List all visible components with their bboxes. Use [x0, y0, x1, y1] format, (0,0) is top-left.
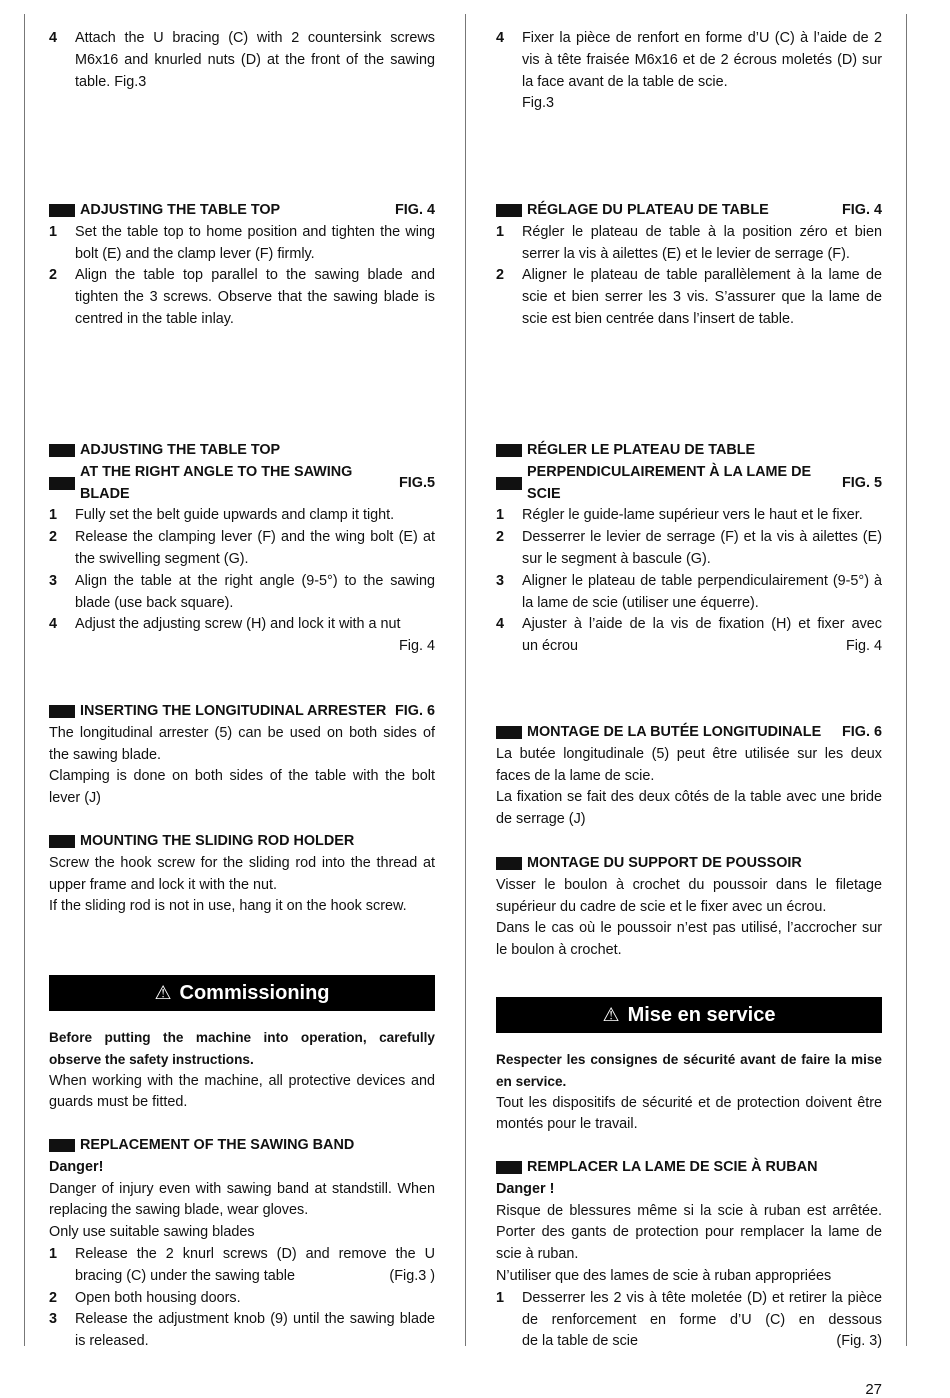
- step-text: Release the 2 knurl screws (D) and remove the U: [75, 1245, 435, 1262]
- heading-marker: [49, 477, 75, 490]
- section-heading: [49, 200, 435, 222]
- figure-reference: FIG. 5: [842, 474, 882, 491]
- step-text: Fully set the belt guide upwards and clamp it tight.: [75, 507, 395, 524]
- step-text: Aligner le plateau de table parallèlement à la lame de scie et bien serrer les 3 vis. S’assurer que la lame de scie est bien centrée dans l’insert de table.: [522, 267, 882, 327]
- step-number: 1: [49, 223, 58, 240]
- step-number: 1: [496, 223, 505, 240]
- section-heading: [49, 701, 435, 723]
- paragraph: If the sliding rod is not in use, hang it on the hook screw.: [49, 898, 407, 915]
- step-number: 1: [496, 1289, 505, 1306]
- heading-text: INSERTING THE LONGITUDINAL ARRESTER: [80, 703, 387, 719]
- step-text: Release the clamping lever (F) and the wing bolt (E) at the swivelling segment (G).: [75, 529, 435, 567]
- step-number: 4: [49, 30, 58, 46]
- figure-reference: Fig.3: [522, 95, 554, 112]
- step-text: Attach the U bracing (C) with 2 countersink screws M6x16 and knurled nuts (D) at the front of the sawing table. Fig.3: [75, 30, 435, 90]
- heading-text: RÉGLAGE DU PLATEAU DE TABLE: [527, 202, 769, 218]
- step-number: 3: [496, 572, 505, 589]
- figure-reference: FIG. 6: [842, 724, 882, 740]
- right-step-4-fixer: [496, 28, 882, 115]
- paragraph: Screw the hook screw for the sliding rod into the thread at upper frame and lock it with the nut.: [49, 854, 435, 893]
- warning-triangle-icon: ⚠: [602, 1004, 620, 1026]
- figure-reference: Fig. 4: [399, 638, 435, 655]
- step-text: Adjust the adjusting screw (H) and lock it with a nut: [75, 616, 401, 633]
- section-heading: [496, 853, 882, 875]
- heading-text: AT THE RIGHT ANGLE TO THE SAWING BLADE: [80, 463, 353, 502]
- warning-triangle-icon: ⚠: [154, 982, 172, 1004]
- step-text: bracing (C) under the sawing table: [75, 1267, 295, 1284]
- heading-text: PERPENDICULAIREMENT À LA LAME DE SCIE: [527, 463, 812, 502]
- paragraph: Clamping is done on both sides of the table with the bolt lever (J): [49, 768, 435, 807]
- step-number: 4: [49, 616, 58, 633]
- paragraph: The longitudinal arrester (5) can be used on both sides of the sawing blade.: [49, 724, 435, 763]
- figure-reference: FIG. 4: [395, 202, 435, 218]
- heading-marker: [496, 857, 522, 870]
- section-heading: [496, 440, 882, 462]
- step-number: 2: [49, 267, 58, 284]
- left-section-sliding-rod-holder: [49, 831, 435, 918]
- bold-notice: Respecter les consignes de sécurité avant de faire la mise en service.: [496, 1052, 882, 1089]
- section-heading: [49, 1135, 435, 1157]
- section-heading: [49, 462, 435, 506]
- step-text: Régler le plateau de table à la position zéro et bien serrer la vis à ailettes (E) et le levier de serrage (F).: [522, 223, 882, 262]
- figure-reference: Fig. 4: [846, 638, 882, 655]
- step-number: 1: [49, 507, 58, 524]
- paragraph: Risque de blessures même si la scie à ruban est arrêtée. Porter des gants de protection pour remplacer la lame de scie à ruban.: [496, 1202, 882, 1263]
- heading-marker: [49, 835, 75, 848]
- heading-text: REMPLACER LA LAME DE SCIE À RUBAN: [527, 1159, 818, 1175]
- section-heading: [49, 831, 435, 853]
- section-heading: [496, 462, 882, 506]
- paragraph: Visser le boulon à crochet du poussoir dans le filetage supérieur du cadre de scie et le fixer avec un écrou.: [496, 876, 882, 915]
- heading-marker: [49, 444, 75, 457]
- figure-reference: (Fig.3 ): [389, 1267, 435, 1284]
- left-section-longitudinal-arrester: [49, 701, 435, 810]
- figure-reference: (Fig. 3): [836, 1333, 882, 1350]
- mise-en-service-banner: [496, 997, 882, 1033]
- right-section-support-poussoir: [496, 853, 882, 962]
- heading-text: REPLACEMENT OF THE SAWING BAND: [80, 1137, 355, 1153]
- paragraph: When working with the machine, all protective devices and guards must be fitted.: [49, 1072, 435, 1111]
- commissioning-banner: [49, 975, 435, 1011]
- step-number: 2: [496, 267, 505, 284]
- page-number: 27: [865, 1381, 882, 1398]
- step-text: Release the adjustment knob (9) until the sawing blade is released.: [75, 1311, 435, 1350]
- step-number: 4: [496, 30, 505, 46]
- section-heading: [496, 200, 882, 222]
- step-text: Desserrer les 2 vis à tête moletée (D) et retirer la pièce de renforcement en forme d’U (C) en dessous: [522, 1289, 882, 1328]
- figure-reference: FIG. 6: [395, 703, 435, 719]
- right-section-consignes: [496, 1049, 882, 1136]
- danger-label: Danger !: [496, 1180, 555, 1197]
- left-section-replacement-sawing-band: [49, 1135, 435, 1353]
- section-heading: [496, 722, 882, 744]
- section-heading: [49, 440, 435, 462]
- step-number: 2: [49, 1289, 58, 1306]
- heading-marker: [496, 726, 522, 739]
- heading-marker: [496, 444, 522, 457]
- paragraph: La fixation se fait des deux côtés de la table avec une bride de serrage (J): [496, 789, 882, 828]
- step-text: Desserrer le levier de serrage (F) et la vis à ailettes (E) sur le segment à bascule (G).: [522, 529, 882, 567]
- step-number: 2: [49, 529, 58, 546]
- section-heading: [496, 1157, 882, 1179]
- paragraph: Tout les dispositifs de sécurité et de protection doivent être montés pour le travail.: [496, 1094, 882, 1133]
- heading-marker: [496, 204, 522, 217]
- step-text: un écrou: [522, 638, 579, 655]
- left-step-4-attach: [49, 28, 435, 93]
- step-number: 2: [496, 529, 505, 546]
- bold-notice: Before putting the machine into operation, carefully observe the safety instructions.: [49, 1030, 435, 1067]
- heading-marker: [49, 204, 75, 217]
- column-rule-right: [906, 14, 907, 1346]
- banner-title: Mise en service: [627, 1003, 776, 1026]
- column-rule-left: [24, 14, 25, 1346]
- banner-title: Commissioning: [179, 981, 330, 1004]
- heading-marker: [496, 477, 522, 490]
- heading-text: ADJUSTING THE TABLE TOP: [80, 202, 281, 218]
- figure-reference: FIG.5: [399, 474, 435, 491]
- heading-text: RÉGLER LE PLATEAU DE TABLE: [527, 442, 756, 458]
- right-section-butee-longitudinale: [496, 722, 882, 831]
- column-rule-middle: [465, 14, 466, 1346]
- paragraph: La butée longitudinale (5) peut être utilisée sur les deux faces de la lame de scie.: [496, 745, 882, 784]
- step-text: Aligner le plateau de table perpendiculairement (9-5°) à la lame de scie (utiliser une équerre).: [522, 572, 882, 611]
- step-number: 1: [496, 507, 505, 524]
- heading-text: ADJUSTING THE TABLE TOP: [80, 442, 281, 458]
- heading-marker: [49, 705, 75, 718]
- step-text: Open both housing doors.: [75, 1289, 241, 1306]
- paragraph: N’utiliser que des lames de scie à ruban appropriées: [496, 1267, 832, 1284]
- right-section-remplacer-lame: [496, 1157, 882, 1353]
- step-text: Align the table at the right angle (9-5°) to the sawing blade (use back square).: [75, 572, 435, 611]
- paragraph: Danger of injury even with sawing band at standstill. When replacing the sawing blade, wear gloves.: [49, 1180, 435, 1219]
- step-number: 3: [49, 1311, 58, 1328]
- left-section-safety-note: [49, 1027, 435, 1114]
- left-section-adjusting-table-top: [49, 200, 435, 331]
- step-text: Régler le guide-lame supérieur vers le haut et le fixer.: [522, 507, 863, 524]
- heading-marker: [496, 1161, 522, 1174]
- right-section-reglage-plateau: [496, 200, 882, 331]
- step-number: 4: [496, 616, 505, 633]
- heading-text: MONTAGE DE LA BUTÉE LONGITUDINALE: [527, 724, 822, 740]
- step-number: 1: [49, 1245, 58, 1262]
- step-text: Align the table top parallel to the sawing blade and tighten the 3 screws. Observe that the sawing blade is centred in the table inlay.: [75, 267, 435, 327]
- paragraph: Dans le cas où le poussoir n’est pas utilisé, l’accrocher sur le boulon à crochet.: [496, 920, 882, 959]
- step-text: Ajuster à l’aide de la vis de fixation (H) et fixer avec: [522, 616, 882, 633]
- paragraph: Only use suitable sawing blades: [49, 1224, 255, 1241]
- heading-text: MONTAGE DU SUPPORT DE POUSSOIR: [527, 855, 802, 871]
- heading-marker: [49, 1139, 75, 1152]
- heading-text: MOUNTING THE SLIDING ROD HOLDER: [80, 833, 355, 849]
- danger-label: Danger!: [49, 1158, 104, 1175]
- step-text: de la table de scie: [522, 1333, 639, 1350]
- step-text: Fixer la pièce de renfort en forme d’U (C) à l’aide de 2 vis à tête fraisée M6x16 et de 2 écrous moletés (D) sur la face avant de la table de scie.: [522, 30, 882, 90]
- figure-reference: FIG. 4: [842, 202, 882, 218]
- right-section-perpendiculaire: [496, 440, 882, 658]
- step-number: 3: [49, 572, 58, 589]
- left-section-right-angle: [49, 440, 435, 658]
- step-text: Set the table top to home position and tighten the wing bolt (E) and the clamp lever (F) firmly.: [75, 223, 435, 262]
